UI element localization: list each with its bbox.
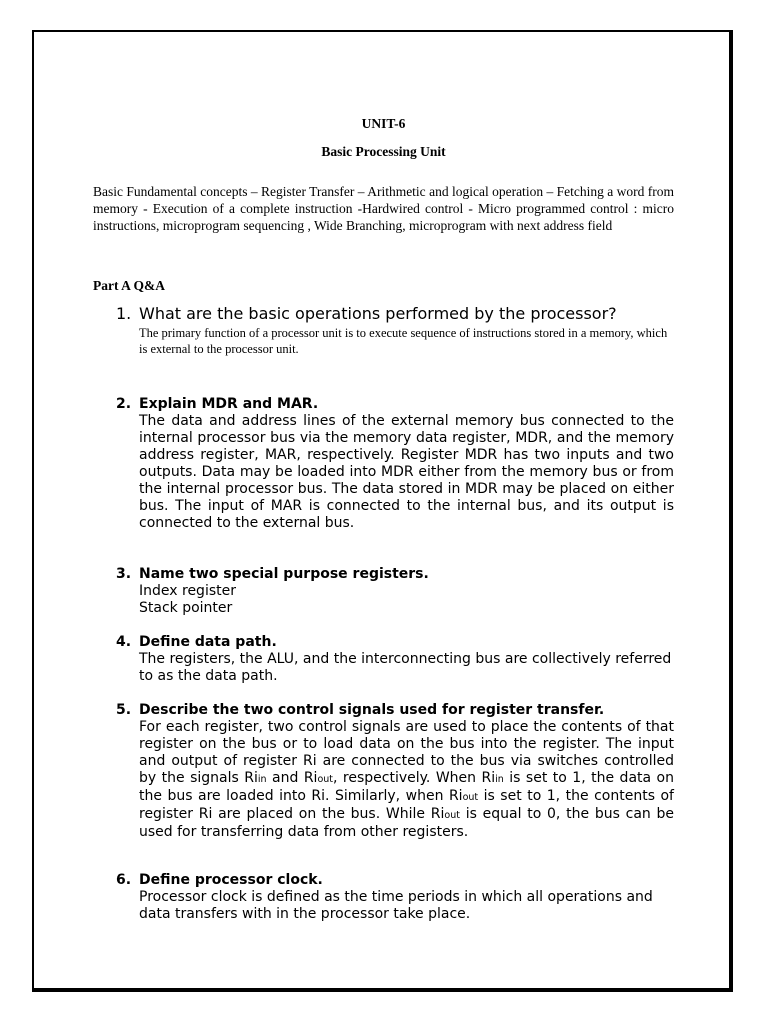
- question-number: 2.: [116, 396, 132, 412]
- question-number: 4.: [116, 634, 132, 650]
- answer-segment: is set to 1, the data on the bus are loaded into Ri. Similarly, when Ri: [139, 770, 674, 804]
- answer-line: Index register: [139, 583, 236, 599]
- answer-segment: For each register, two control signals are used to place the contents of that register on the bus or to load data on the bus into the register. The input and output of register Ri are connected to the bus via switches controlled by the signals Ri: [139, 719, 674, 786]
- subscript-out: out: [444, 810, 460, 821]
- answer-text: The registers, the ALU, and the interconnecting bus are collectively referred to as the data path.: [139, 651, 672, 684]
- answer-text: [139, 719, 674, 841]
- question-6: [116, 872, 674, 923]
- answer-segment: is equal to 0, the bus can be used for transferring data from other registers.: [139, 806, 675, 840]
- subscript-out: out: [462, 792, 479, 803]
- answer-text: The primary function of a processor unit is to execute sequence of instructions stored in a memory, which is external to the processor unit.: [139, 326, 668, 356]
- question-2: [116, 396, 674, 532]
- unit-title: UNIT-6: [361, 116, 406, 131]
- question-number: 3.: [116, 566, 132, 582]
- question-number: 6.: [116, 872, 132, 888]
- subscript-in: in: [495, 774, 504, 785]
- question-text: Explain MDR and MAR.: [139, 396, 319, 412]
- unit-subtitle: Basic Processing Unit: [321, 144, 446, 159]
- section-heading: Part A Q&A: [93, 278, 165, 293]
- syllabus-intro: Basic Fundamental concepts – Register Transfer – Arithmetic and logical operation – Fetching a word from memory - Execution of a complete instruction -Hardwired control - Micro programmed control : micro instructions, microprogram sequencing , Wide Branching, microprogram with next address field: [93, 184, 674, 233]
- subscript-out: out: [317, 774, 333, 785]
- question-4: [116, 634, 674, 685]
- answer-segment: , respectively. When Ri: [333, 770, 496, 786]
- question-number: 5.: [116, 702, 132, 718]
- question-number: 1.: [116, 304, 132, 323]
- question-text: Name two special purpose registers.: [139, 566, 429, 582]
- answer-segment: is set to 1, the contents of register Ri are placed on the bus. While Ri: [139, 788, 674, 822]
- question-5: [116, 702, 674, 841]
- question-text: What are the basic operations performed by the processor?: [139, 304, 617, 323]
- answer-segment: and Ri: [266, 770, 318, 786]
- question-text: Define processor clock.: [139, 872, 323, 888]
- question-3: [116, 566, 674, 617]
- question-text: Define data path.: [139, 634, 277, 650]
- answer-text: Processor clock is defined as the time periods in which all operations and data transfers with in the processor take place.: [139, 889, 653, 922]
- answer-text: The data and address lines of the external memory bus connected to the internal processor bus via the memory data register, MDR, and the memory address register, MAR, respectively. Register MDR has two inputs and two outputs. Data may be loaded into MDR either from the memory bus or from the internal processor bus. The data stored in MDR may be placed on either bus. The input of MAR is connected to the internal bus, and its output is connected to the external bus.: [139, 413, 674, 531]
- subscript-in: in: [257, 774, 267, 785]
- question-text: Describe the two control signals used for register transfer.: [139, 702, 605, 718]
- answer-list: [139, 583, 674, 617]
- question-1: [116, 304, 674, 357]
- answer-line: Stack pointer: [139, 600, 233, 616]
